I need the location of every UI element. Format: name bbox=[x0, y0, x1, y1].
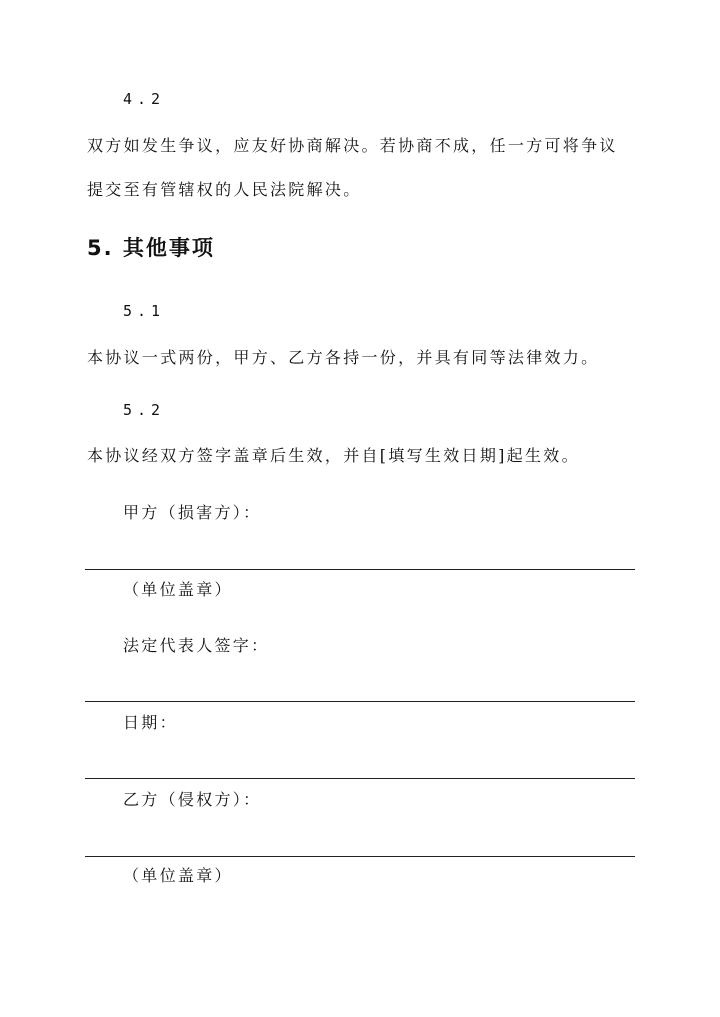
section-5-heading: 5. 其他事项 bbox=[87, 236, 215, 260]
date-label: 日期： bbox=[123, 713, 178, 732]
party-b-signature-line bbox=[85, 856, 635, 857]
clause-5-2-number: 5.2 bbox=[123, 401, 166, 419]
clause-4-2-text-line-2: 提交至有管辖权的人民法院解决。 bbox=[87, 180, 362, 199]
clause-5-2-text: 本协议经双方签字盖章后生效，并自[填写生效日期]起生效。 bbox=[87, 446, 580, 465]
clause-5-1-text: 本协议一式两份，甲方、乙方各持一份，并具有同等法律效力。 bbox=[87, 348, 600, 367]
party-b-seal-label: （单位盖章） bbox=[123, 866, 233, 885]
party-a-label: 甲方（损害方）： bbox=[123, 503, 262, 522]
clause-5-1-number: 5.1 bbox=[123, 302, 166, 320]
party-b-label: 乙方（侵权方）： bbox=[123, 790, 262, 809]
clause-4-2-text-line-1: 双方如发生争议，应友好协商解决。若协商不成，任一方可将争议 bbox=[87, 136, 618, 155]
party-a-signature-line bbox=[85, 569, 635, 570]
party-a-seal-label: （单位盖章） bbox=[123, 580, 233, 599]
date-line bbox=[85, 778, 635, 779]
legal-rep-label: 法定代表人签字： bbox=[123, 636, 270, 655]
legal-rep-signature-line bbox=[85, 701, 635, 702]
clause-4-2-number: 4.2 bbox=[123, 90, 166, 108]
